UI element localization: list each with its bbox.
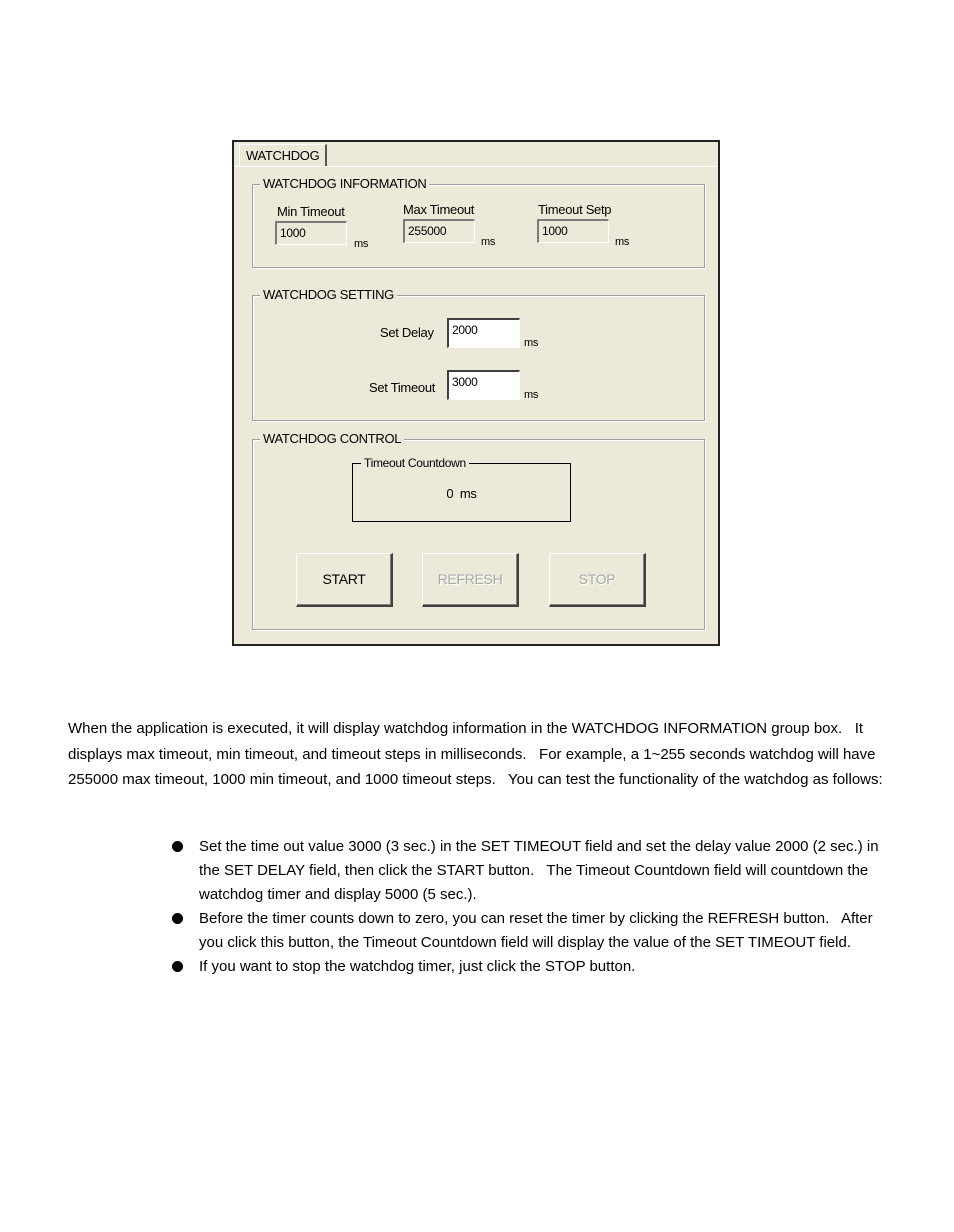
countdown-value: 0 ms [446, 486, 477, 501]
control-group-title: WATCHDOG CONTROL [260, 431, 404, 447]
min-timeout-field: 1000 [275, 221, 347, 245]
timeout-step-label: Timeout Setp [538, 202, 612, 217]
bullet-icon [172, 841, 183, 852]
set-timeout-input[interactable]: 3000 [447, 370, 520, 400]
list-item-text: Set the time out value 3000 (3 sec.) in the SET TIMEOUT field and set the delay value 2000 (2 sec.) in the SET DELAY field, then click the START button. The Timeout Countdown field will countdown the watchdog timer and display 5000 (5 sec.). [199, 838, 883, 903]
list-item [168, 835, 888, 907]
watchdog-dialog [232, 140, 720, 646]
tab-watchdog[interactable]: WATCHDOG [239, 144, 327, 167]
watchdog-tab-page [235, 166, 717, 643]
refresh-button[interactable]: REFRESH [422, 553, 519, 607]
watchdog-setting-group [252, 287, 705, 421]
watchdog-information-group [252, 176, 705, 268]
countdown-title: Timeout Countdown [361, 455, 469, 471]
list-item [168, 907, 888, 955]
intro-paragraph: When the application is executed, it will display watchdog information in the WATCHDOG INFORMATION group box. It displays max timeout, min timeout, and timeout steps in milliseconds. For example, a 1~255 seconds watchdog will have 255000 max timeout, 1000 min timeout, and 1000 timeout steps. You can test the functionality of the watchdog as follows: [68, 720, 883, 788]
min-timeout-label: Min Timeout [277, 204, 345, 219]
max-timeout-field: 255000 [403, 219, 475, 243]
timeout-countdown-box [352, 456, 571, 522]
max-timeout-unit: ms [481, 236, 496, 248]
list-item [168, 955, 888, 979]
timeout-step-field: 1000 [537, 219, 609, 243]
bullet-icon [172, 913, 183, 924]
set-timeout-label: Set Timeout [369, 380, 436, 395]
set-delay-input[interactable]: 2000 [447, 318, 520, 348]
list-item-text: If you want to stop the watchdog timer, just click the STOP button. [199, 958, 636, 975]
bullet-icon [172, 961, 183, 972]
set-timeout-unit: ms [524, 389, 539, 401]
setting-group-title: WATCHDOG SETTING [260, 287, 397, 303]
instruction-list [168, 835, 888, 979]
min-timeout-unit: ms [354, 238, 369, 250]
timeout-step-unit: ms [615, 236, 630, 248]
stop-button[interactable]: STOP [549, 553, 646, 607]
list-item-text: Before the timer counts down to zero, you can reset the timer by clicking the REFRESH button. After you click this button, the Timeout Countdown field will display the value of the SET TIMEOUT field. [199, 910, 877, 951]
start-button[interactable]: START [296, 553, 393, 607]
information-group-title: WATCHDOG INFORMATION [260, 176, 429, 192]
set-delay-unit: ms [524, 337, 539, 349]
set-delay-label: Set Delay [380, 325, 434, 340]
max-timeout-label: Max Timeout [403, 202, 475, 217]
